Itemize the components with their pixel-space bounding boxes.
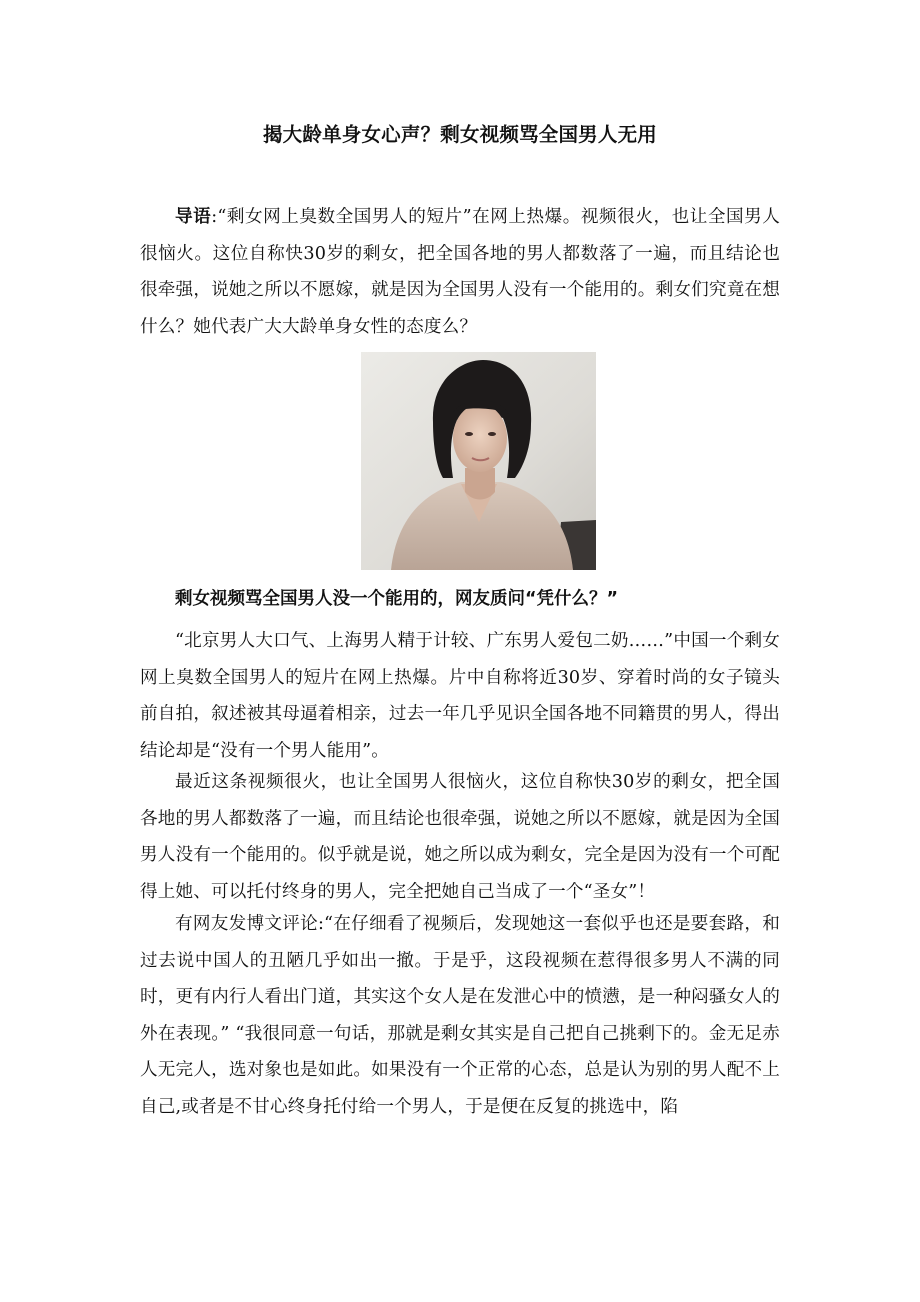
body-paragraph-3: 有网友发博文评论:“在仔细看了视频后，发现她这一套似乎也还是要套路，和过去说中国人的丑陋几乎如出一撤。于是乎，这段视频在惹得很多男人不满的同时，更有内行人看出门道，其实这个女人是在发泄心中的愤懑，是一种闷骚女人的外在表现。” “我很同意一句话，那就是剩女其实是自己把自己挑剩下的。金无足赤人无完人，选对象也是如此。如果没有一个正常的心态，总是认为别的男人配不上自己,或者是不甘心终身托付给一个男人，于是便在反复的挑选中，陷: [140, 914, 780, 1117]
article-title: 揭大龄单身女心声？剩女视频骂全国男人无用: [262, 123, 657, 146]
body-paragraph-1: “北京男人大口气、上海男人精于计较、广东男人爱包二奶……”中国一个剩女网上臭数全国男人的短片在网上热爆。片中自称将近30岁、穿着时尚的女子镜头前自拍，叙述被其母逼着相亲，过去一年几乎见识全国各地不同籍贯的男人，得出结论却是“没有一个男人能用”。: [140, 631, 780, 761]
body-paragraph-2: 最近这条视频很火，也让全国男人很恼火，这位自称快30岁的剩女，把全国各地的男人都数落了一遍，而且结论也很牵强，说她之所以不愿嫁，就是因为全国男人没有一个能用的。似乎就是说，她之所以成为剩女，完全是因为没有一个可配得上她、可以托付终身的男人，完全把她自己当成了一个“圣女”！: [140, 772, 780, 902]
lead-label: 导语: [175, 207, 212, 227]
woman-portrait-photo: [361, 352, 596, 570]
lead-paragraph: [140, 199, 780, 345]
lead-text: :“剩女网上臭数全国男人的短片”在网上热爆。视频很火，也让全国男人很恼火。这位自称快30岁的剩女，把全国各地的男人都数落了一遍，而且结论也很牵强，说她之所以不愿嫁，就是因为全国男人没有一个能用的。剩女们究竟在想什么？她代表广大大龄单身女性的态度么？: [140, 207, 780, 337]
article-subheading: 剩女视频骂全国男人没一个能用的，网友质问“凭什么？”: [175, 589, 619, 609]
